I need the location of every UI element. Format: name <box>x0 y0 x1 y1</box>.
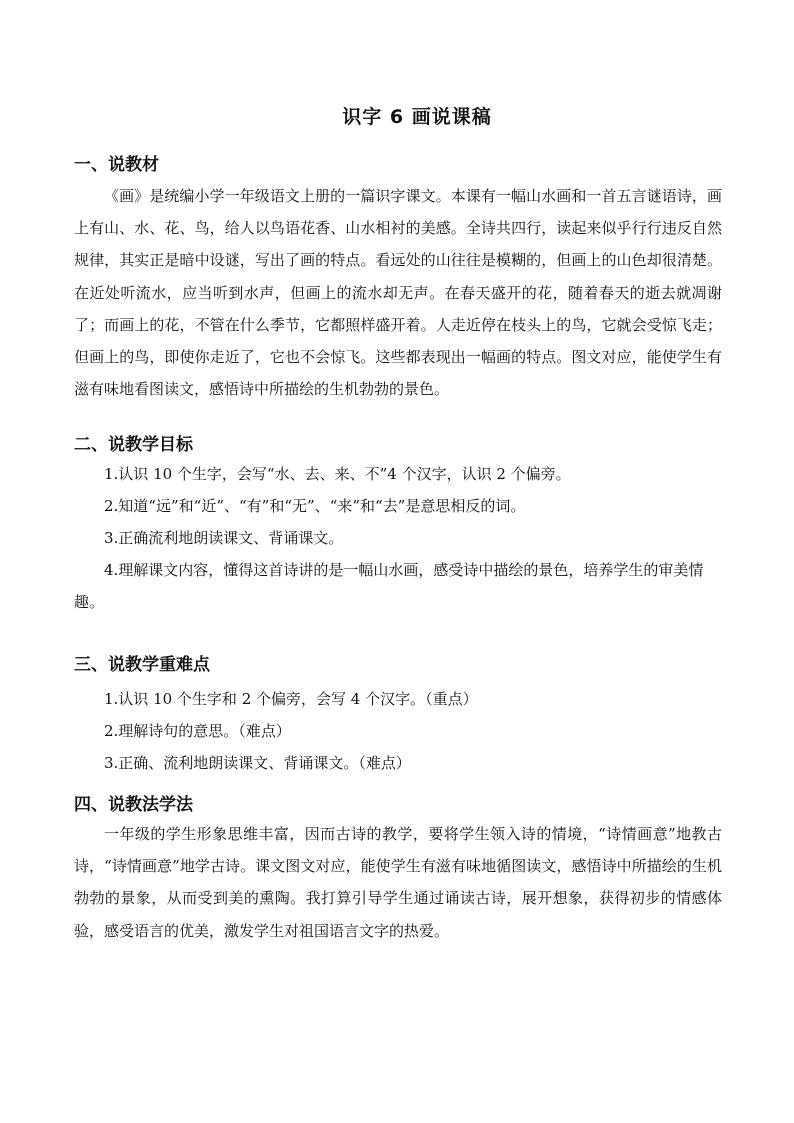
paragraph-teaching-material: 《画》是统编小学一年级语文上册的一篇识字课文。本课有一幅山水画和一首五言谜语诗，画上有山、水、花、鸟，给人以鸟语花香、山水相衬的美感。全诗共四行，读起来似乎行行违反自然规律，其实正是暗中设谜，写出了画的特点。看远处的山往往是模糊的，但画上的山色却很清楚。在近处听流水，应当听到水声，但画上的流水却无声。在春天盛开的花，随着春天的逝去就凋谢了；而画上的花，不管在什么季节，它都照样盛开着。人走近停在枝头上的鸟，它就会受惊飞走；但画上的鸟，即使你走近了，它也不会惊飞。这些都表现出一幅画的特点。图文对应，能使学生有滋有味地看图读文，感悟诗中所描绘的生机勃勃的景色。 <box>74 187 722 399</box>
section-heading-methods: 四、说教法学法 <box>74 795 193 815</box>
goal-item-2: 2.知道“远”和“近”、“有”和“无”、“来”和“去”是意思相反的词。 <box>104 497 526 515</box>
key-point-item-1: 1.认识 10 个生字和 2 个偏旁，会写 4 个汉字。（重点） <box>104 690 478 708</box>
key-point-item-2: 2.理解诗句的意思。（难点） <box>104 722 291 740</box>
key-point-item-3: 3.正确、流利地朗读课文、背诵课文。（难点） <box>104 754 411 772</box>
goal-item-1: 1.认识 10 个生字，会写“水、去、来、不”4 个汉字，认识 2 个偏旁。 <box>104 465 571 483</box>
page-title: 识字 6 画说课稿 <box>342 106 492 128</box>
paragraph-methods: 一年级的学生形象思维丰富，因而古诗的教学，要将学生领入诗的情境，“诗情画意”地教古诗，“诗情画意”地学古诗。课文图文对应，能使学生有滋有味地循图读文，感悟诗中所描绘的生机勃勃的景象，从而受到美的熏陶。我打算引导学生通过诵读古诗，展开想象，获得初步的情感体验，感受语言的优美，激发学生对祖国语言文字的热爱。 <box>74 825 722 940</box>
goal-item-3: 3.正确流利地朗读课文、背诵课文。 <box>104 529 344 547</box>
section-heading-teaching-goals: 二、说教学目标 <box>74 435 193 455</box>
section-heading-teaching-material: 一、说教材 <box>74 155 159 175</box>
section-heading-key-points: 三、说教学重难点 <box>74 655 210 675</box>
goal-item-4: 4.理解课文内容，懂得这首诗讲的是一幅山水画，感受诗中描绘的景色，培养学生的审美情趣。 <box>74 561 704 611</box>
